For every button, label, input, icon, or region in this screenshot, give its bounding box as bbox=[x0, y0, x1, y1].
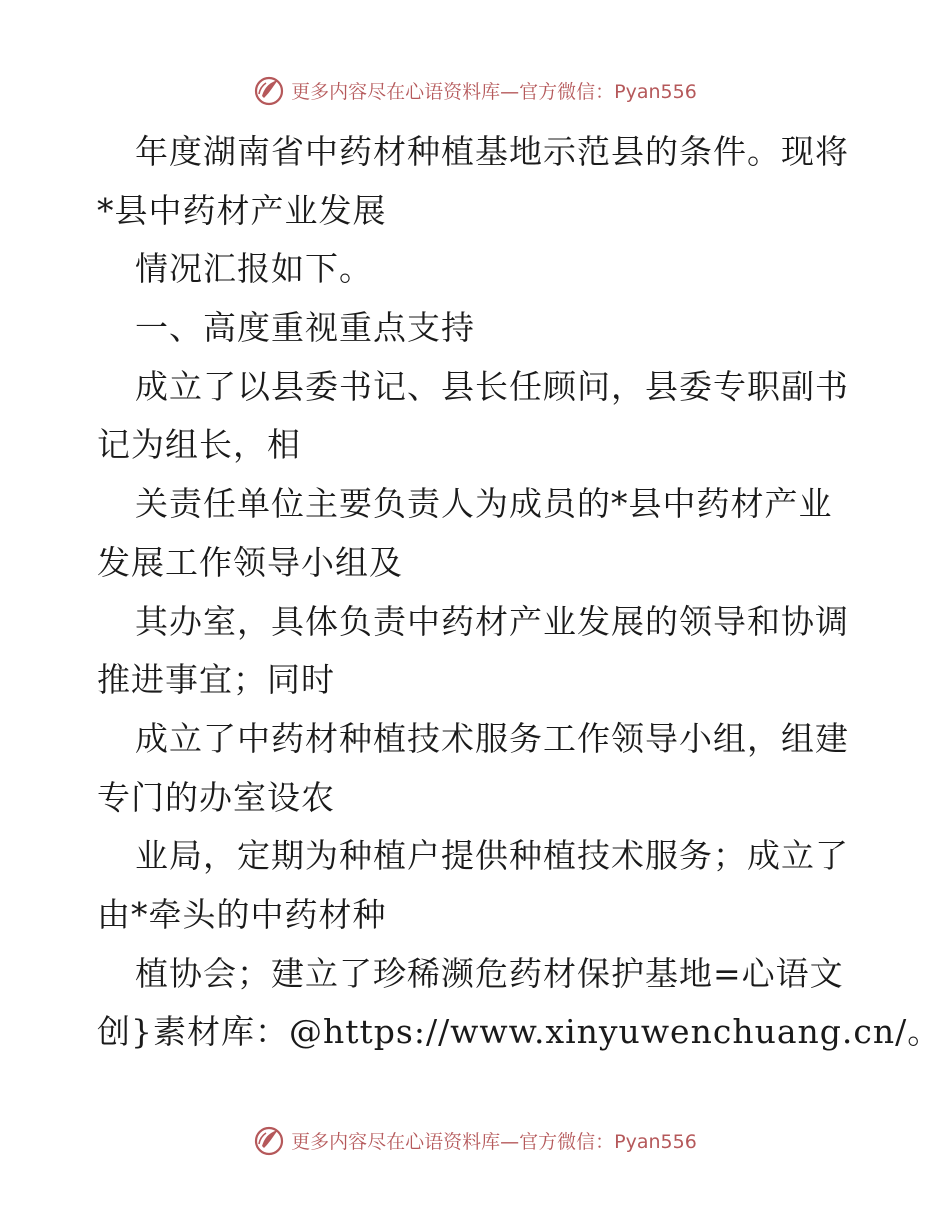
header-banner-text: 更多内容尽在心语资料库—官方微信：Pyan556 bbox=[291, 80, 697, 103]
flame-leaf-logo-icon bbox=[253, 1124, 285, 1156]
footer-banner-text: 更多内容尽在心语资料库—官方微信：Pyan556 bbox=[291, 1130, 697, 1153]
paragraph-line: 记为组长，相 bbox=[97, 425, 301, 465]
paragraph-line: 推进事宜；同时 bbox=[97, 660, 335, 700]
paragraph-line: 情况汇报如下。 bbox=[135, 249, 373, 289]
paragraph-line: 由*牵头的中药材种 bbox=[97, 894, 387, 934]
flame-leaf-logo-icon bbox=[253, 74, 285, 106]
paragraph-line: 发展工作领导小组及 bbox=[97, 542, 403, 582]
paragraph-line: 成立了以县委书记、县长任顾问，县委专职副书 bbox=[135, 366, 849, 406]
footer-banner bbox=[0, 1120, 950, 1160]
paragraph-line: 年度湖南省中药材种植基地示范县的条件。现将 bbox=[135, 132, 849, 171]
paragraph-line: 关责任单位主要负责人为成员的*县中药材产业 bbox=[135, 484, 833, 524]
paragraph-line: 业局，定期为种植户提供种植技术服务；成立了 bbox=[135, 836, 849, 876]
paragraph-line: 成立了中药材种植技术服务工作领导小组，组建 bbox=[135, 718, 849, 758]
paragraph-line: 其办室，具体负责中药材产业发展的领导和协调 bbox=[135, 601, 849, 641]
section-heading: 一、高度重视重点支持 bbox=[135, 308, 475, 348]
header-banner bbox=[0, 70, 950, 110]
paragraph-line: 植协会；建立了珍稀濒危药材保护基地=心语文 bbox=[135, 953, 844, 993]
paragraph-line: *县中药材产业发展 bbox=[97, 190, 387, 230]
document-body bbox=[97, 123, 942, 1062]
paragraph-line: 专门的办室设农 bbox=[97, 777, 335, 817]
paragraph-line: 创}素材库：@https://www.xinyuwenchuang.cn/。 bbox=[97, 1012, 942, 1052]
